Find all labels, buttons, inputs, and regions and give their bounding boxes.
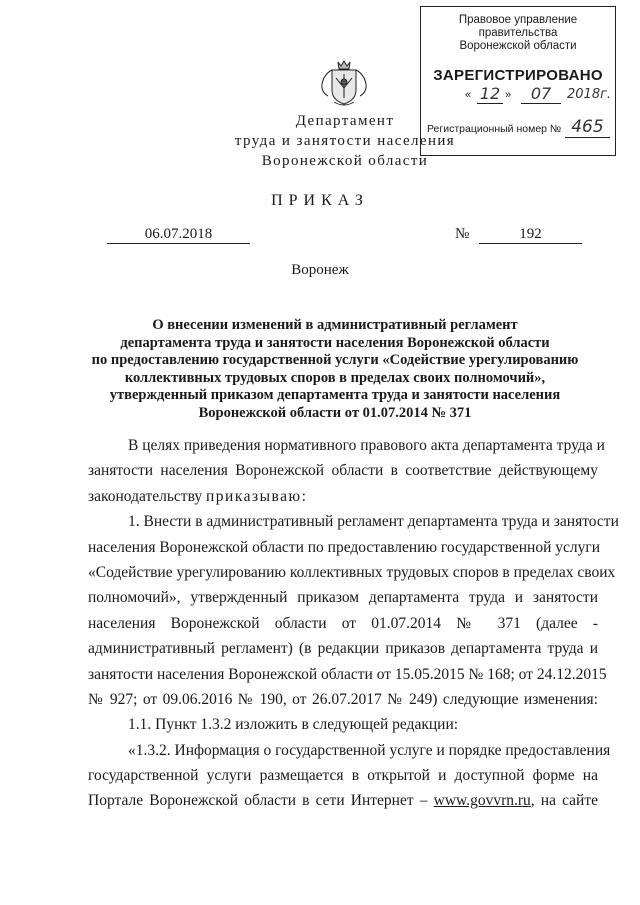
- stamp-year: 2018г.: [567, 87, 612, 102]
- coat-of-arms-icon: [318, 54, 370, 110]
- department-name: Департамент труда и занятости населения Воронежской области: [234, 113, 456, 169]
- stamp-registered-label: ЗАРЕГИСТРИРОВАНО: [433, 67, 603, 84]
- body-line: занятости населения Воронежской области в соответствие действующему: [88, 462, 598, 480]
- prikazyvayu: приказываю:: [205, 487, 308, 505]
- body-line: занятости населения Воронежской области от 15.05.2015 № 168; от 24.12.2015: [88, 665, 607, 683]
- body-line: «Содействие урегулированию коллективных трудовых споров в пределах своих: [88, 563, 616, 581]
- order-date: 06.07.2018: [107, 226, 250, 244]
- body-line: населения Воронежской области по предоставлению государственной услуги: [88, 538, 601, 556]
- order-title: ПРИКАЗ: [271, 192, 369, 209]
- order-number-label: №: [455, 226, 470, 242]
- govvrn-link[interactable]: www.govvrn.ru: [433, 792, 531, 810]
- body-line: законодательству приказываю:: [88, 487, 308, 505]
- body-line: полномочий», утвержденный приказом департамента труда и занятости: [88, 589, 598, 607]
- body-line: административный регламент) (в редакции приказов департамента труда и: [88, 640, 598, 658]
- body-line: 1. Внести в административный регламент департамента труда и занятости: [128, 513, 619, 531]
- stamp-month: 07: [521, 84, 561, 104]
- body-line: населения Воронежской области от 01.07.2014 № 371 (далее -: [88, 614, 598, 632]
- stamp-organization: Правовое управление правительства Воронежской области: [458, 14, 578, 52]
- stamp-date: « 12 » 07 2018г.: [465, 84, 612, 103]
- order-body: [88, 433, 619, 814]
- order-number: 192: [479, 226, 582, 244]
- order-city: Воронеж: [291, 262, 349, 278]
- stamp-reg-number-row: Регистрационный номер № 465: [427, 117, 610, 138]
- stamp-day: 12: [477, 84, 503, 104]
- body-line: государственной услуги размещается в открытой и доступной форме на: [88, 767, 598, 785]
- body-line: «1.3.2. Информация о государственной услуге и порядке предоставления: [128, 741, 611, 759]
- body-line: В целях приведения нормативного правового акта департамента труда и: [128, 437, 605, 454]
- body-line: № 927; от 09.06.2016 № 190, от 26.07.2017 № 249) следующие изменения:: [88, 690, 598, 708]
- stamp-reg-number: 465: [565, 117, 609, 138]
- body-line: 1.1. Пункт 1.3.2 изложить в следующей редакции:: [128, 716, 459, 734]
- order-subject: О внесении изменений в административный регламент департамента труда и занятости населения Воронежской области по предоставлению государственной услуги «Содействие урегулированию коллективных трудовых споров в пределах своих полномочий», утвержденный приказом департамента труда и занятости населения Воронежской области от 01.07.2014 № 371: [91, 317, 579, 421]
- body-line: Порталe Воронежской области в сети Интернет – www.govvrn.ru, на сайте: [88, 792, 598, 810]
